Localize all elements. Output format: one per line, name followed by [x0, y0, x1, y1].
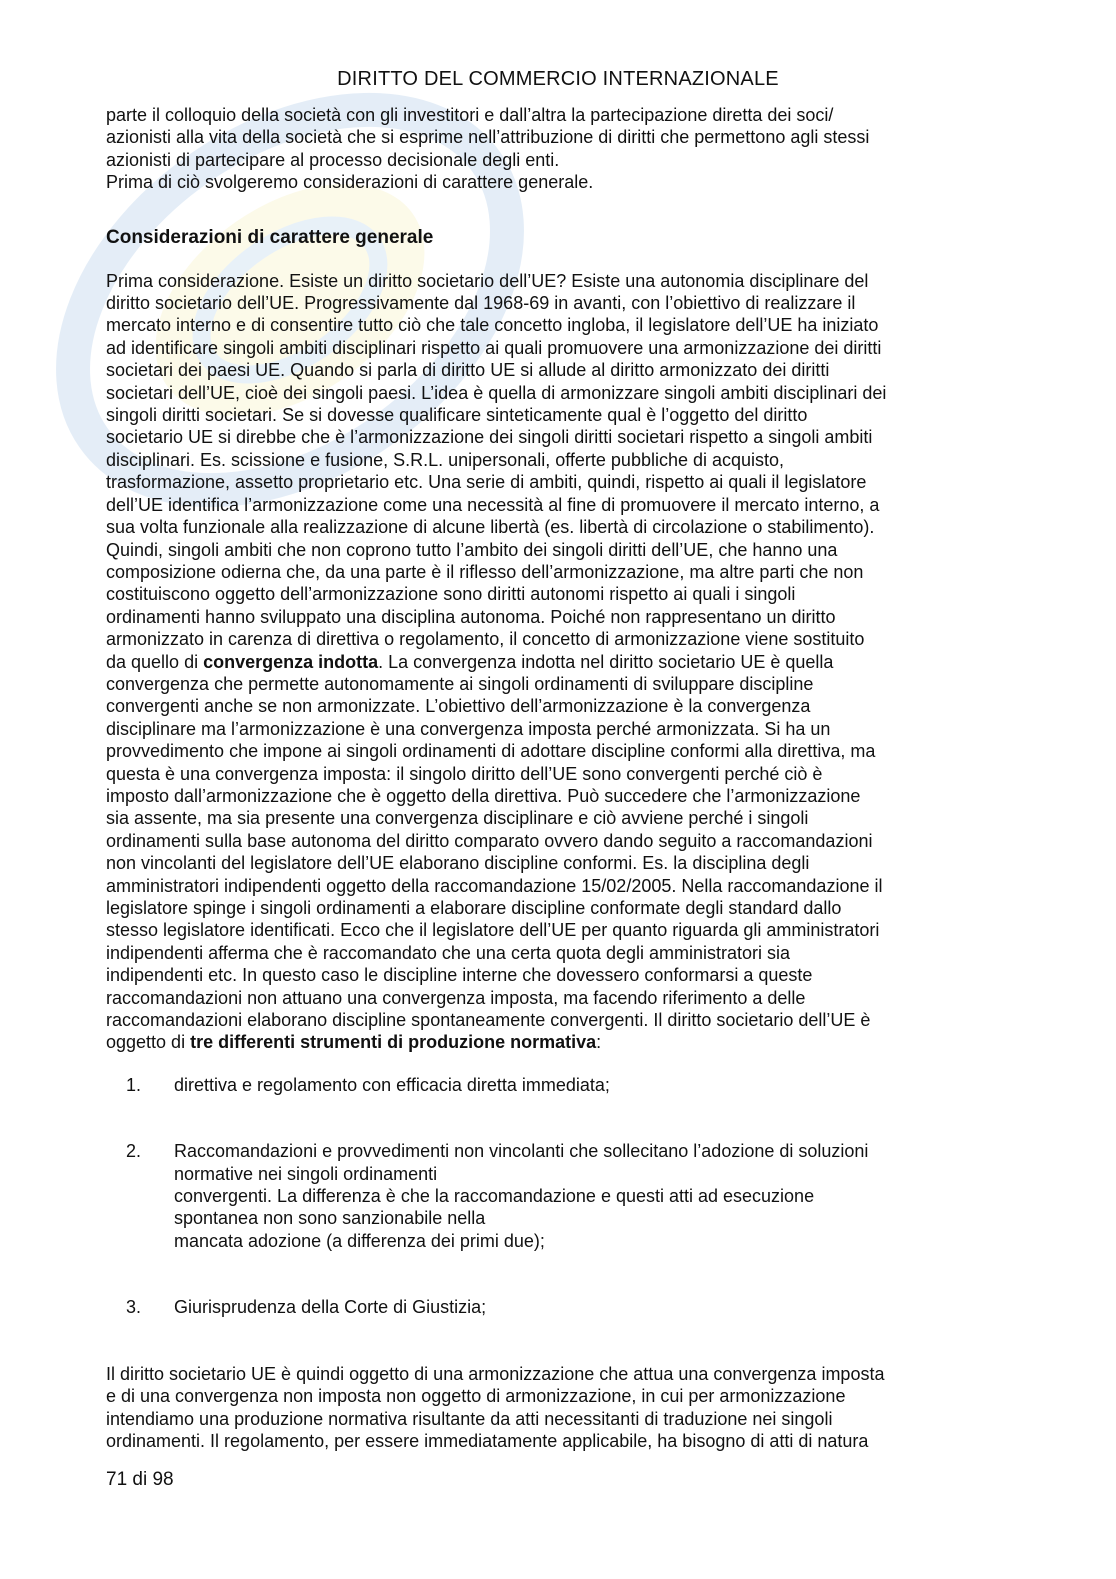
closing-paragraph	[106, 1363, 1006, 1453]
text-line: mercato interno e di consentire tutto ciò che tale concetto ingloba, il legislatore dell’UE ha iniziato	[106, 315, 879, 336]
list-number: 1.	[126, 1074, 142, 1095]
list-number: 3.	[126, 1297, 142, 1318]
text-line: Il diritto societario UE è quindi oggetto di una armonizzazione che attua una convergenza imposta	[106, 1363, 885, 1384]
text-line: convergenza che permette autonomamente ai singoli ordinamenti di sviluppare discipline	[106, 673, 814, 694]
page-header: DIRITTO DEL COMMERCIO INTERNAZIONALE	[337, 68, 779, 90]
bold-term: tre differenti strumenti di produzione normativa	[190, 1032, 597, 1053]
text-line: ordinamenti sulla base autonoma del diritto comparato ovvero dando seguito a raccomandazioni	[106, 830, 873, 851]
list-text	[174, 1140, 1006, 1252]
text-line: convergenti. La differenza è che la raccomandazione e questi atti ad esecuzione	[174, 1186, 815, 1207]
text-line: Prima considerazione. Esiste un diritto societario dell’UE? Esiste una autonomia disciplinare del	[106, 270, 869, 291]
list-item	[106, 1296, 1006, 1318]
list-text	[174, 1296, 1006, 1318]
text-line: indipendenti etc. In questo caso le discipline interne che dovessero conformarsi a queste	[106, 965, 813, 986]
text-line: Giurisprudenza della Corte di Giustizia;	[174, 1297, 487, 1318]
text-line: raccomandazioni non attuano una convergenza imposta, ma facendo riferimento a delle	[106, 987, 806, 1008]
text-line: diritto societario dell’UE. Progressivamente dal 1968-69 in avanti, con l’obiettivo di realizzare il	[106, 293, 856, 314]
numbered-list	[106, 1074, 1006, 1319]
text-span: . La convergenza indotta nel diritto societario UE è quella	[378, 651, 834, 672]
text-line: amministratori indipendenti oggetto della raccomandazione 15/02/2005. Nella raccomandazione il	[106, 875, 883, 896]
text-line: azionisti alla vita della società che si esprime nell’attribuzione di diritti che permettono agli stessi	[106, 127, 870, 148]
text-line: dell’UE identifica l’armonizzazione come una necessità al fine di promuovere il mercato interno, a	[106, 494, 880, 515]
text-line: ordinamenti hanno sviluppato una disciplina autonoma. Poiché non rappresentano un diritto	[106, 606, 836, 627]
text-line: questa è una convergenza imposta: il singolo diritto dell’UE sono convergenti perché ciò è	[106, 763, 823, 784]
text-line: ad identificare singoli ambiti disciplinari rispetto ai quali promuovere una armonizzazione dei diritti	[106, 337, 882, 358]
document-body	[106, 104, 1006, 1452]
bold-term: convergenza indotta	[203, 651, 379, 672]
text-line: direttiva e regolamento con efficacia diretta immediata;	[174, 1074, 610, 1095]
main-paragraph	[106, 270, 1006, 1054]
text-line: costituiscono oggetto dell’armonizzazione sono diritti autonomi rispetto ai quali i singoli	[106, 584, 796, 605]
text-line: parte il colloquio della società con gli investitori e dall’altra la partecipazione diretta dei soci/	[106, 105, 834, 125]
text-line	[106, 1031, 1006, 1053]
text-line: Raccomandazioni e provvedimenti non vincolanti che sollecitano l’adozione di soluzioni	[174, 1141, 869, 1162]
text-line: intendiamo una produzione normativa risultante da atti necessitanti di traduzione nei singoli	[106, 1408, 833, 1429]
text-line: indipendenti afferma che è raccomandato che una certa quota degli amministratori sia	[106, 942, 791, 963]
text-line: ordinamenti. Il regolamento, per essere immediatamente applicabile, ha bisogno di atti di natura	[106, 1430, 869, 1451]
page-number: 71 di 98	[106, 1469, 174, 1490]
text-line: raccomandazioni elaborano discipline spontaneamente convergenti. Il diritto societario dell’UE è	[106, 1010, 871, 1031]
text-span: da quello di	[106, 651, 204, 672]
text-line: disciplinare ma l’armonizzazione è una convergenza imposta perché armonizzata. Si ha un	[106, 718, 831, 739]
text-line: non vincolanti del legislatore dell’UE elaborano discipline conformi. Es. la disciplina degli	[106, 853, 810, 874]
list-item	[106, 1140, 1006, 1252]
text-line: sua volta funzionale alla realizzazione di alcune libertà (es. libertà di circolazione o stabilimento).	[106, 517, 875, 538]
section-heading: Considerazioni di carattere generale	[106, 226, 434, 248]
text-line: spontanea non sono sanzionabile nella	[174, 1208, 486, 1229]
text-line: societari dell’UE, cioè dei singoli paesi. L’idea è quella di armonizzare singoli ambiti disciplinari dei	[106, 382, 887, 403]
text-line	[106, 651, 1006, 673]
text-span: :	[596, 1032, 602, 1053]
text-line: stesso legislatore identificati. Ecco che il legislatore dell’UE per quanto riguarda gli amministratori	[106, 920, 880, 941]
text-line: legislatore spinge i singoli ordinamenti a elaborare discipline conformate degli standard dallo	[106, 898, 842, 918]
text-line: trasformazione, assetto proprietario etc. Una serie di ambiti, quindi, rispetto ai quali il legislatore	[106, 472, 867, 493]
text-line: mancata adozione (a differenza dei primi due);	[174, 1230, 545, 1251]
list-number: 2.	[126, 1141, 142, 1162]
text-line: composizione odierna che, da una parte è il riflesso dell’armonizzazione, ma altre parti che non	[106, 561, 864, 582]
list-item	[106, 1074, 1006, 1096]
text-line: singoli diritti societari. Se si dovesse qualificare sinteticamente qual è l’oggetto del diritto	[106, 405, 808, 426]
text-line: convergenti anche se non armonizzate. L’obiettivo dell’armonizzazione è la convergenza	[106, 696, 811, 717]
text-line: normative nei singoli ordinamenti	[174, 1163, 438, 1184]
text-line: e di una convergenza non imposta non oggetto di armonizzazione, in cui per armonizzazione	[106, 1386, 846, 1407]
text-line: sia assente, ma sia presente una convergenza disciplinare e ciò avviene perché i singoli	[106, 808, 809, 829]
text-line: Prima di ciò svolgeremo considerazioni di carattere generale.	[106, 172, 594, 193]
text-line: Quindi, singoli ambiti che non coprono tutto l’ambito dei singoli diritti dell’UE, che hanno una	[106, 539, 838, 560]
text-line: disciplinari. Es. scissione e fusione, S.R.L. unipersonali, offerte pubbliche di acquisto,	[106, 449, 785, 470]
intro-paragraph	[106, 104, 1006, 194]
text-line: armonizzato in carenza di direttiva o regolamento, il concetto di armonizzazione viene sostituito	[106, 629, 865, 650]
text-line: provvedimento che impone ai singoli ordinamenti di adottare discipline conformi alla direttiva, ma	[106, 741, 876, 762]
text-line: societario UE si direbbe che è l’armonizzazione dei singoli diritti societari rispetto a singoli ambiti	[106, 427, 873, 448]
text-line: azionisti di partecipare al processo decisionale degli enti.	[106, 149, 560, 170]
text-line: societari dei paesi UE. Quando si parla di diritto UE si allude al diritto armonizzato dei diritti	[106, 360, 830, 381]
text-span: oggetto di	[106, 1032, 191, 1053]
text-line: imposto dall’armonizzazione che è oggetto della direttiva. Può succedere che l’armonizzazione	[106, 785, 861, 806]
list-text	[174, 1074, 1006, 1096]
